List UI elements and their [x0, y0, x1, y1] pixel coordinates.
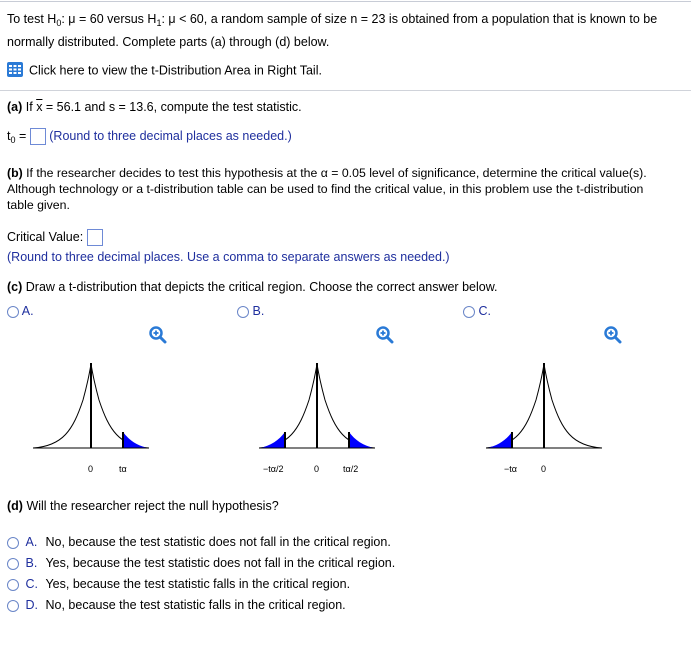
graph-b-two-tail: [259, 350, 377, 474]
graph-c-left-tail: [486, 350, 604, 474]
part-a-answer-row: [7, 128, 292, 145]
equals-sign: =: [15, 128, 27, 143]
intro-text-2: : μ = 60 versus H: [61, 12, 157, 26]
xbar-symbol: $\overline{x}$: [36, 100, 43, 114]
option-letter: D.: [25, 598, 38, 612]
t-table-link-label: Click here to view the t-Distribution Area in Right Tail.: [29, 63, 322, 78]
option-text: No, because the test statistic falls in the critical region.: [45, 598, 346, 612]
zoom-in-icon-a[interactable]: [149, 326, 167, 344]
axis-label-neg-t-alpha: −tα: [504, 464, 517, 474]
radio-button[interactable]: [7, 600, 19, 612]
option-letter: B.: [252, 304, 265, 318]
test-statistic-input[interactable]: [30, 128, 46, 145]
critical-value-input[interactable]: [87, 229, 103, 246]
option-letter: C.: [25, 577, 38, 591]
part-c-option-a[interactable]: [7, 304, 34, 318]
table-icon: [7, 62, 23, 80]
axis-label-t-alpha: tα: [119, 464, 127, 474]
top-border: [0, 1, 691, 2]
axis-label-zero: 0: [88, 464, 94, 474]
h1-subscript: 1: [156, 18, 162, 28]
option-text: No, because the test statistic does not fall in the critical region.: [45, 535, 391, 549]
option-letter: B.: [25, 556, 38, 570]
part-d-question: [7, 499, 279, 513]
part-b-text-1: If the researcher decides to test this hypothesis at the α = 0.05 level of significance, determine the critical value(s).: [22, 166, 647, 180]
part-b-hint: (Round to three decimal places. Use a comma to separate answers as needed.): [7, 250, 450, 264]
part-b-label: (b): [7, 166, 23, 180]
axis-label-zero: 0: [314, 464, 320, 474]
h0-subscript: 0: [56, 18, 62, 28]
intro-text-3: : μ < 60, a random sample of size n = 23 is obtained from a population that is known to be: [161, 12, 658, 26]
critical-value-row: [7, 229, 103, 246]
radio-button[interactable]: [463, 306, 475, 318]
part-c-option-c[interactable]: [463, 304, 491, 318]
radio-button[interactable]: [7, 306, 19, 318]
part-a-hint: (Round to three decimal places as needed.): [49, 128, 292, 143]
option-letter: A.: [25, 535, 38, 549]
critical-value-label: Critical Value:: [7, 229, 84, 244]
option-letter: C.: [478, 304, 491, 318]
radio-button[interactable]: [7, 537, 19, 549]
part-d-option-d[interactable]: [7, 598, 346, 612]
part-a-text-pre: If: [22, 100, 37, 114]
problem-intro-line2: normally distributed. Complete parts (a) through (d) below.: [7, 35, 330, 49]
zoom-in-icon-b[interactable]: [376, 326, 394, 344]
option-text: Yes, because the test statistic falls in the critical region.: [45, 577, 351, 591]
zoom-in-icon-c[interactable]: [604, 326, 622, 344]
part-c-text: Draw a t-distribution that depicts the critical region. Choose the correct answer below.: [22, 280, 498, 294]
part-a-label: (a): [7, 100, 23, 114]
part-d-option-a[interactable]: [7, 535, 391, 549]
part-d-option-c[interactable]: [7, 577, 350, 591]
option-letter: A.: [21, 304, 34, 318]
part-d-text: Will the researcher reject the null hypothesis?: [22, 499, 279, 513]
axis-label-zero: 0: [541, 464, 547, 474]
t-table-link[interactable]: [7, 62, 322, 80]
axis-label-t-alpha-2: tα/2: [343, 464, 359, 474]
part-d-option-b[interactable]: [7, 556, 395, 570]
intro-text-1: To test H: [7, 12, 57, 26]
part-d-label: (d): [7, 499, 23, 513]
graph-a-right-tail: [33, 350, 151, 474]
part-c-label: (c): [7, 280, 23, 294]
option-text: Yes, because the test statistic does not fall in the critical region.: [45, 556, 396, 570]
part-a-text-post: = 56.1 and s = 13.6, compute the test statistic.: [42, 100, 302, 114]
radio-button[interactable]: [237, 306, 249, 318]
part-c-question: [7, 280, 498, 294]
part-a-question: [7, 100, 302, 114]
t-symbol: t: [7, 128, 11, 143]
divider: [0, 90, 691, 91]
radio-button[interactable]: [7, 579, 19, 591]
problem-intro-line1: [7, 12, 657, 28]
part-b-question-line3: table given.: [7, 198, 70, 212]
t-subscript: 0: [10, 134, 16, 145]
axis-label-neg-t-alpha-2: −tα/2: [263, 464, 284, 474]
part-c-option-b[interactable]: [237, 304, 264, 318]
part-b-question-line2: Although technology or a t-distribution table can be used to find the critical value, in this problem use the t-distribution: [7, 182, 644, 196]
radio-button[interactable]: [7, 558, 19, 570]
part-b-question-line1: [7, 166, 647, 180]
